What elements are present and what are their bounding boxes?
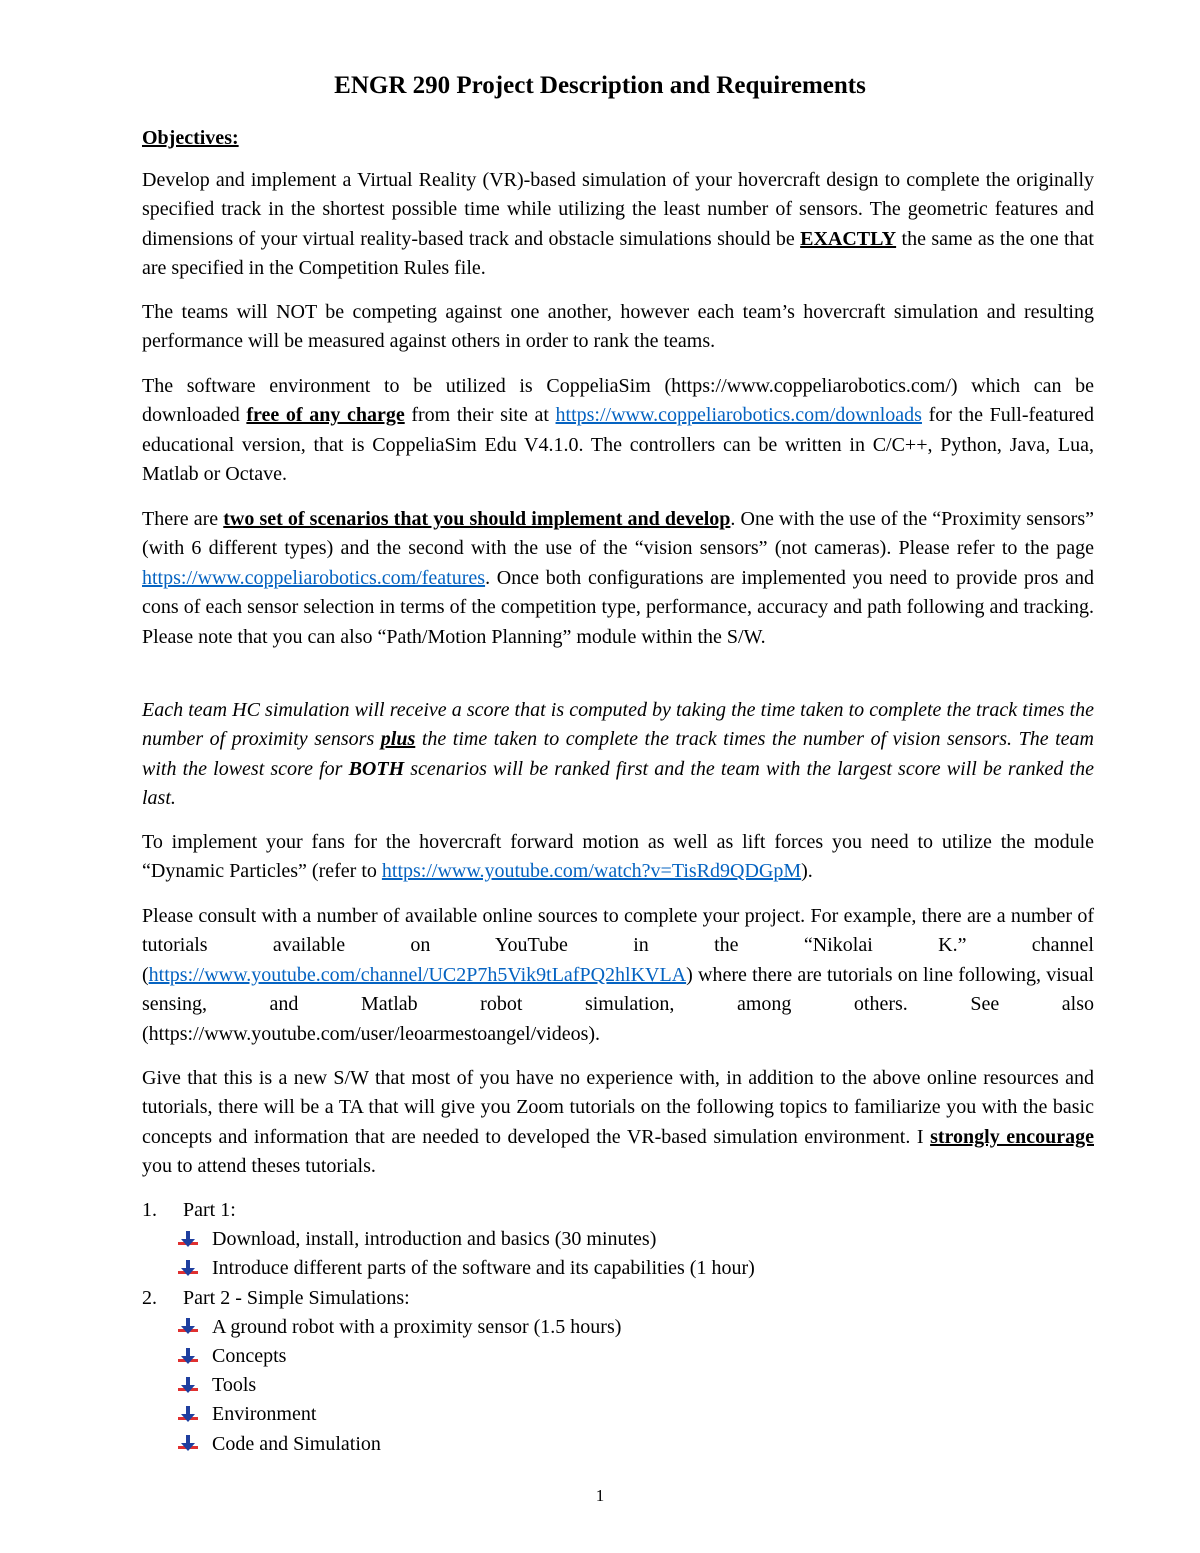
list-number: 2. bbox=[142, 1286, 157, 1309]
arrow-bullet-icon bbox=[176, 1433, 212, 1455]
paragraph-sources bbox=[142, 902, 1094, 1049]
text-span: Please consult with a number of available online sources to complete your project. For example, there are a number of tutorials available on YouTube in the “Nikolai K.” channel ( bbox=[142, 905, 1094, 986]
sub-list-item bbox=[142, 1313, 1094, 1342]
sub-list-text: Environment bbox=[212, 1403, 317, 1426]
dynamic-particles-link[interactable]: https://www.youtube.com/watch?v=TisRd9QDGpM bbox=[381, 860, 802, 883]
list-item bbox=[142, 1196, 1094, 1225]
emphasis-both: BOTH bbox=[348, 757, 405, 780]
paragraph-software bbox=[142, 372, 1094, 490]
sub-list-item bbox=[142, 1371, 1094, 1400]
text-span: Develop and implement a Virtual Reality (VR)-based simulation of your hovercraft design to complete the originally specified track in the shortest possible time while utilizing the least number of sensors. The geometric features and dimensions of your virtual reality-based track and obstacle simulations should be bbox=[142, 169, 1094, 250]
sub-list-text: Tools bbox=[212, 1374, 257, 1397]
paragraph-fans bbox=[142, 828, 1094, 887]
text-span: scenarios will be ranked first and the team with the largest score will be ranked the last. bbox=[142, 757, 1094, 810]
sub-list-text: Introduce different parts of the software and its capabilities (1 hour) bbox=[212, 1257, 755, 1280]
emphasis-strongly: strongly encourage bbox=[930, 1125, 1094, 1148]
paragraph-competition: The teams will NOT be competing against one another, however each team’s hovercraft simulation and resulting performance will be measured against others in order to rank the teams. bbox=[142, 301, 1094, 353]
text-span: you to attend theses tutorials. bbox=[142, 1155, 376, 1178]
objectives-heading: Objectives: bbox=[142, 127, 239, 149]
text-span: from their site at bbox=[404, 404, 556, 427]
arrow-bullet-icon bbox=[176, 1404, 212, 1426]
downloads-link[interactable]: https://www.coppeliarobotics.com/downloads bbox=[555, 404, 922, 427]
text-span: . Once both configurations are implemented you need to provide pros and cons of each sensor selection in terms of the competition type, performance, accuracy and path following and tracking. Please note that you can also “Path/Motion Planning” module within the S/W. bbox=[142, 566, 1094, 648]
paragraph-scenarios bbox=[142, 505, 1094, 652]
emphasis-free: free of any charge bbox=[246, 404, 405, 427]
emphasis-exactly: EXACTLY bbox=[800, 227, 897, 250]
text-span: Give that this is a new S/W that most of you have no experience with, in addition to the above online resources and tutorials, there will be a TA that will give you Zoom tutorials on the following topics to familiarize you with the basic concepts and information that are needed to developed the VR-based simulation environment. I bbox=[142, 1067, 1094, 1148]
paragraph-tutorials bbox=[142, 1064, 1094, 1182]
text-span: the same as the one that are specified in the Competition Rules file. bbox=[142, 227, 1094, 280]
sub-list-text: Code and Simulation bbox=[212, 1432, 381, 1455]
arrow-bullet-icon bbox=[176, 1346, 212, 1368]
text-span: The software environment to be utilized is CoppeliaSim (https://www.coppeliarobotics.com/) which can be downloaded bbox=[142, 375, 1094, 427]
sub-list-item bbox=[142, 1430, 1094, 1459]
sub-list-item bbox=[142, 1400, 1094, 1429]
text-span: the time taken to complete the track times the number of vision sensors. The team with the lowest score for bbox=[142, 728, 1094, 780]
text-span: ) where there are tutorials on line following, visual sensing, and Matlab robot simulation, among others. See also (https://www.youtube.com/user/leoarmestoangel/videos). bbox=[142, 963, 1094, 1045]
text-span: ). bbox=[801, 860, 813, 883]
arrow-bullet-icon bbox=[176, 1316, 212, 1338]
sub-list-item bbox=[142, 1342, 1094, 1371]
sub-list-item bbox=[142, 1225, 1094, 1254]
tutorial-list bbox=[142, 1196, 1094, 1459]
text-span: for the Full-featured educational version, that is CoppeliaSim Edu V4.1.0. The controllers can be written in C/C++, Python, Java, Lua, Matlab or Octave. bbox=[142, 404, 1094, 486]
emphasis-plus: plus bbox=[380, 728, 416, 751]
sub-list-item bbox=[142, 1254, 1094, 1283]
paragraph-scoring bbox=[142, 696, 1094, 814]
list-label: Part 1: bbox=[183, 1199, 236, 1221]
text-span: . One with the use of the “Proximity sensors” (with 6 different types) and the second with the use of the “vision sensors” (not cameras). Please refer to the page bbox=[142, 508, 1094, 560]
nikolai-channel-link[interactable]: https://www.youtube.com/channel/UC2P7h5Vik9tLafPQ2hlKVLA bbox=[148, 963, 687, 986]
paragraph-objectives bbox=[142, 166, 1094, 284]
text-span: There are bbox=[142, 508, 224, 530]
emphasis-scenarios: two set of scenarios that you should implement and develop bbox=[223, 508, 731, 530]
list-label: Part 2 - Simple Simulations: bbox=[183, 1286, 410, 1309]
text-span: To implement your fans for the hovercraft forward motion as well as lift forces you need to utilize the module “Dynamic Particles” (refer to bbox=[142, 831, 1094, 883]
features-link[interactable]: https://www.coppeliarobotics.com/features bbox=[142, 566, 486, 589]
list-item bbox=[142, 1284, 1094, 1313]
arrow-bullet-icon bbox=[176, 1229, 212, 1251]
sub-list-text: Concepts bbox=[212, 1344, 287, 1367]
sub-list-text: A ground robot with a proximity sensor (1.5 hours) bbox=[212, 1315, 622, 1338]
page-title: ENGR 290 Project Description and Requirements bbox=[334, 72, 866, 99]
arrow-bullet-icon bbox=[176, 1375, 212, 1397]
arrow-bullet-icon bbox=[176, 1258, 212, 1280]
sub-list-text: Download, install, introduction and basics (30 minutes) bbox=[212, 1228, 657, 1251]
text-span: Each team HC simulation will receive a score that is computed by taking the time taken to complete the track times the number of proximity sensors bbox=[142, 699, 1094, 751]
list-number: 1. bbox=[142, 1199, 157, 1221]
page-number: 1 bbox=[595, 1486, 605, 1505]
